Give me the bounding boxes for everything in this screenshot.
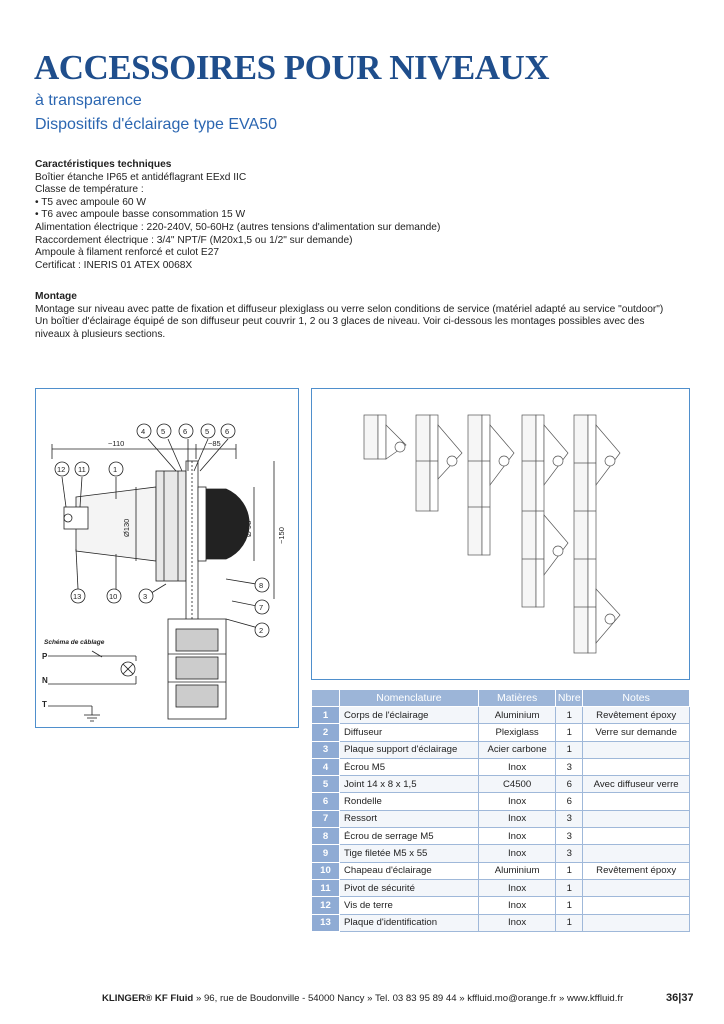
row-name: Corps de l'éclairage <box>340 707 479 724</box>
row-qty: 3 <box>556 758 583 775</box>
row-material: Inox <box>478 828 555 845</box>
row-note: Avec diffuseur verre <box>583 776 690 793</box>
table-row <box>312 828 690 845</box>
table-row <box>312 810 690 827</box>
spec-line: Alimentation électrique : 220-240V, 50-60Hz (autres tensions d'alimentation sur demande) <box>35 221 441 233</box>
row-num: 5 <box>312 776 340 793</box>
montage-line: niveaux à plusieurs sections. <box>35 328 166 340</box>
row-name: Vis de terre <box>340 897 479 914</box>
row-name: Joint 14 x 8 x 1,5 <box>340 776 479 793</box>
callout-5b: 5 <box>205 427 210 436</box>
row-num: 12 <box>312 897 340 914</box>
row-note: Revêtement époxy <box>583 707 690 724</box>
dim-label-130: Ø130 <box>122 518 131 537</box>
page-number: 36|37 <box>666 992 694 1004</box>
row-note <box>583 879 690 896</box>
row-qty: 3 <box>556 828 583 845</box>
row-qty: 3 <box>556 810 583 827</box>
callout-12: 12 <box>57 465 66 474</box>
row-name: Écrou de serrage M5 <box>340 828 479 845</box>
callout-1: 1 <box>113 465 118 474</box>
callout-8: 8 <box>259 581 264 590</box>
row-qty: 1 <box>556 914 583 931</box>
footer-address <box>102 993 623 1004</box>
row-note: Verre sur demande <box>583 724 690 741</box>
row-note <box>583 828 690 845</box>
row-material: Acier carbone <box>478 741 555 758</box>
table-row <box>312 879 690 896</box>
row-num: 9 <box>312 845 340 862</box>
page-title: ACCESSOIRES POUR NIVEAUX <box>34 48 550 87</box>
table-row <box>312 845 690 862</box>
page-subtitle-1: à transparence <box>35 92 142 109</box>
spec-line: Classe de température : <box>35 184 144 196</box>
row-material: Aluminium <box>478 862 555 879</box>
table-row <box>312 707 690 724</box>
table-row <box>312 776 690 793</box>
dim-label-98: Ø 98 <box>244 520 253 537</box>
row-name: Écrou M5 <box>340 758 479 775</box>
row-qty: 1 <box>556 741 583 758</box>
dim-label-85: ~85 <box>208 439 221 448</box>
row-num: 11 <box>312 879 340 896</box>
callout-2: 2 <box>259 626 264 635</box>
row-material: Inox <box>478 879 555 896</box>
specs-section <box>35 159 695 272</box>
callout-5: 5 <box>161 427 166 436</box>
row-note <box>583 741 690 758</box>
table-row <box>312 741 690 758</box>
dim-label-110: ~110 <box>108 439 125 448</box>
row-note: Revêtement époxy <box>583 862 690 879</box>
header-nomenclature: Nomenclature <box>340 690 479 707</box>
spec-line: Boîtier étanche IP65 et antidéflagrant EExd IIC <box>35 171 247 183</box>
wiring-label-p: P <box>42 652 48 661</box>
callout-10: 10 <box>109 592 118 601</box>
row-qty: 1 <box>556 862 583 879</box>
row-num: 3 <box>312 741 340 758</box>
row-num: 13 <box>312 914 340 931</box>
row-name: Tige filetée M5 x 55 <box>340 845 479 862</box>
montage-section <box>35 291 695 341</box>
spec-line: Ampoule à filament renforcé et culot E27 <box>35 247 220 259</box>
page-subtitle-2: Dispositifs d'éclairage type EVA50 <box>35 116 277 133</box>
table-row <box>312 862 690 879</box>
row-note <box>583 793 690 810</box>
row-qty: 6 <box>556 776 583 793</box>
header-materials: Matières <box>478 690 555 707</box>
page-footer <box>0 993 724 1007</box>
spec-line: • T6 avec ampoule basse consommation 15 W <box>35 209 246 221</box>
spec-line: Raccordement électrique : 3/4" NPT/F (M20x1,5 ou 1/2" sur demande) <box>35 234 353 246</box>
technical-drawing <box>36 389 300 729</box>
table-row <box>312 914 690 931</box>
row-qty: 6 <box>556 793 583 810</box>
row-material: Inox <box>478 758 555 775</box>
row-note <box>583 914 690 931</box>
row-material: Inox <box>478 810 555 827</box>
row-num: 4 <box>312 758 340 775</box>
row-material: Aluminium <box>478 707 555 724</box>
row-qty: 3 <box>556 845 583 862</box>
row-note <box>583 897 690 914</box>
wiring-label-n: N <box>42 676 48 685</box>
row-name: Chapeau d'éclairage <box>340 862 479 879</box>
header-notes: Notes <box>583 690 690 707</box>
row-num: 2 <box>312 724 340 741</box>
montage-line: Un boîtier d'éclairage équipé de son diffuseur peut couvrir 1, 2 ou 3 glaces de niveau. Voir ci-dessous les montages possibles avec des <box>35 316 645 328</box>
callout-4: 4 <box>141 427 146 436</box>
row-name: Ressort <box>340 810 479 827</box>
header-num <box>312 690 340 707</box>
row-qty: 1 <box>556 724 583 741</box>
mounting-diagrams <box>312 389 691 681</box>
spec-line: • T5 avec ampoule 60 W <box>35 196 146 208</box>
row-qty: 1 <box>556 897 583 914</box>
callout-3: 3 <box>143 592 148 601</box>
row-material: Inox <box>478 897 555 914</box>
row-material: Inox <box>478 914 555 931</box>
row-name: Plaque d'identification <box>340 914 479 931</box>
row-num: 8 <box>312 828 340 845</box>
row-material: C4500 <box>478 776 555 793</box>
wiring-label-t: T <box>42 700 47 709</box>
row-name: Plaque support d'éclairage <box>340 741 479 758</box>
table-row <box>312 793 690 810</box>
technical-drawing-panel <box>35 388 299 728</box>
callout-6b: 6 <box>225 427 230 436</box>
row-material: Plexiglass <box>478 724 555 741</box>
table-row <box>312 724 690 741</box>
nomenclature-table <box>311 689 690 932</box>
table-row <box>312 758 690 775</box>
specs-heading: Caractéristiques techniques <box>35 159 172 170</box>
table-row <box>312 897 690 914</box>
row-num: 10 <box>312 862 340 879</box>
row-material: Inox <box>478 793 555 810</box>
row-name: Diffuseur <box>340 724 479 741</box>
callout-13: 13 <box>73 592 82 601</box>
callout-7: 7 <box>259 603 264 612</box>
montage-line: Montage sur niveau avec patte de fixation et diffuseur plexiglass ou verre selon conditions de service (matériel adapté au service "outdoor") <box>35 303 664 315</box>
row-note <box>583 845 690 862</box>
callout-11: 11 <box>78 465 86 474</box>
row-name: Rondelle <box>340 793 479 810</box>
row-num: 6 <box>312 793 340 810</box>
row-material: Inox <box>478 845 555 862</box>
header-qty: Nbre <box>556 690 583 707</box>
table-header-row <box>312 690 690 707</box>
row-note <box>583 810 690 827</box>
row-num: 7 <box>312 810 340 827</box>
row-note <box>583 758 690 775</box>
row-num: 1 <box>312 707 340 724</box>
row-qty: 1 <box>556 707 583 724</box>
mounting-configurations-panel <box>311 388 690 680</box>
row-qty: 1 <box>556 879 583 896</box>
spec-line: Certificat : INERIS 01 ATEX 0068X <box>35 259 193 271</box>
montage-heading: Montage <box>35 291 77 302</box>
row-name: Pivot de sécurité <box>340 879 479 896</box>
wiring-title: Schéma de câblage <box>44 639 105 646</box>
callout-6: 6 <box>183 427 188 436</box>
footer-brand: KLINGER® KF Fluid <box>102 993 194 1004</box>
footer-contact: » 96, rue de Boudonville - 54000 Nancy » Tel. 03 83 95 89 44 » kffluid.mo@orange.fr » www.kffluid.fr <box>193 993 624 1004</box>
dim-label-150: ~150 <box>277 527 286 544</box>
